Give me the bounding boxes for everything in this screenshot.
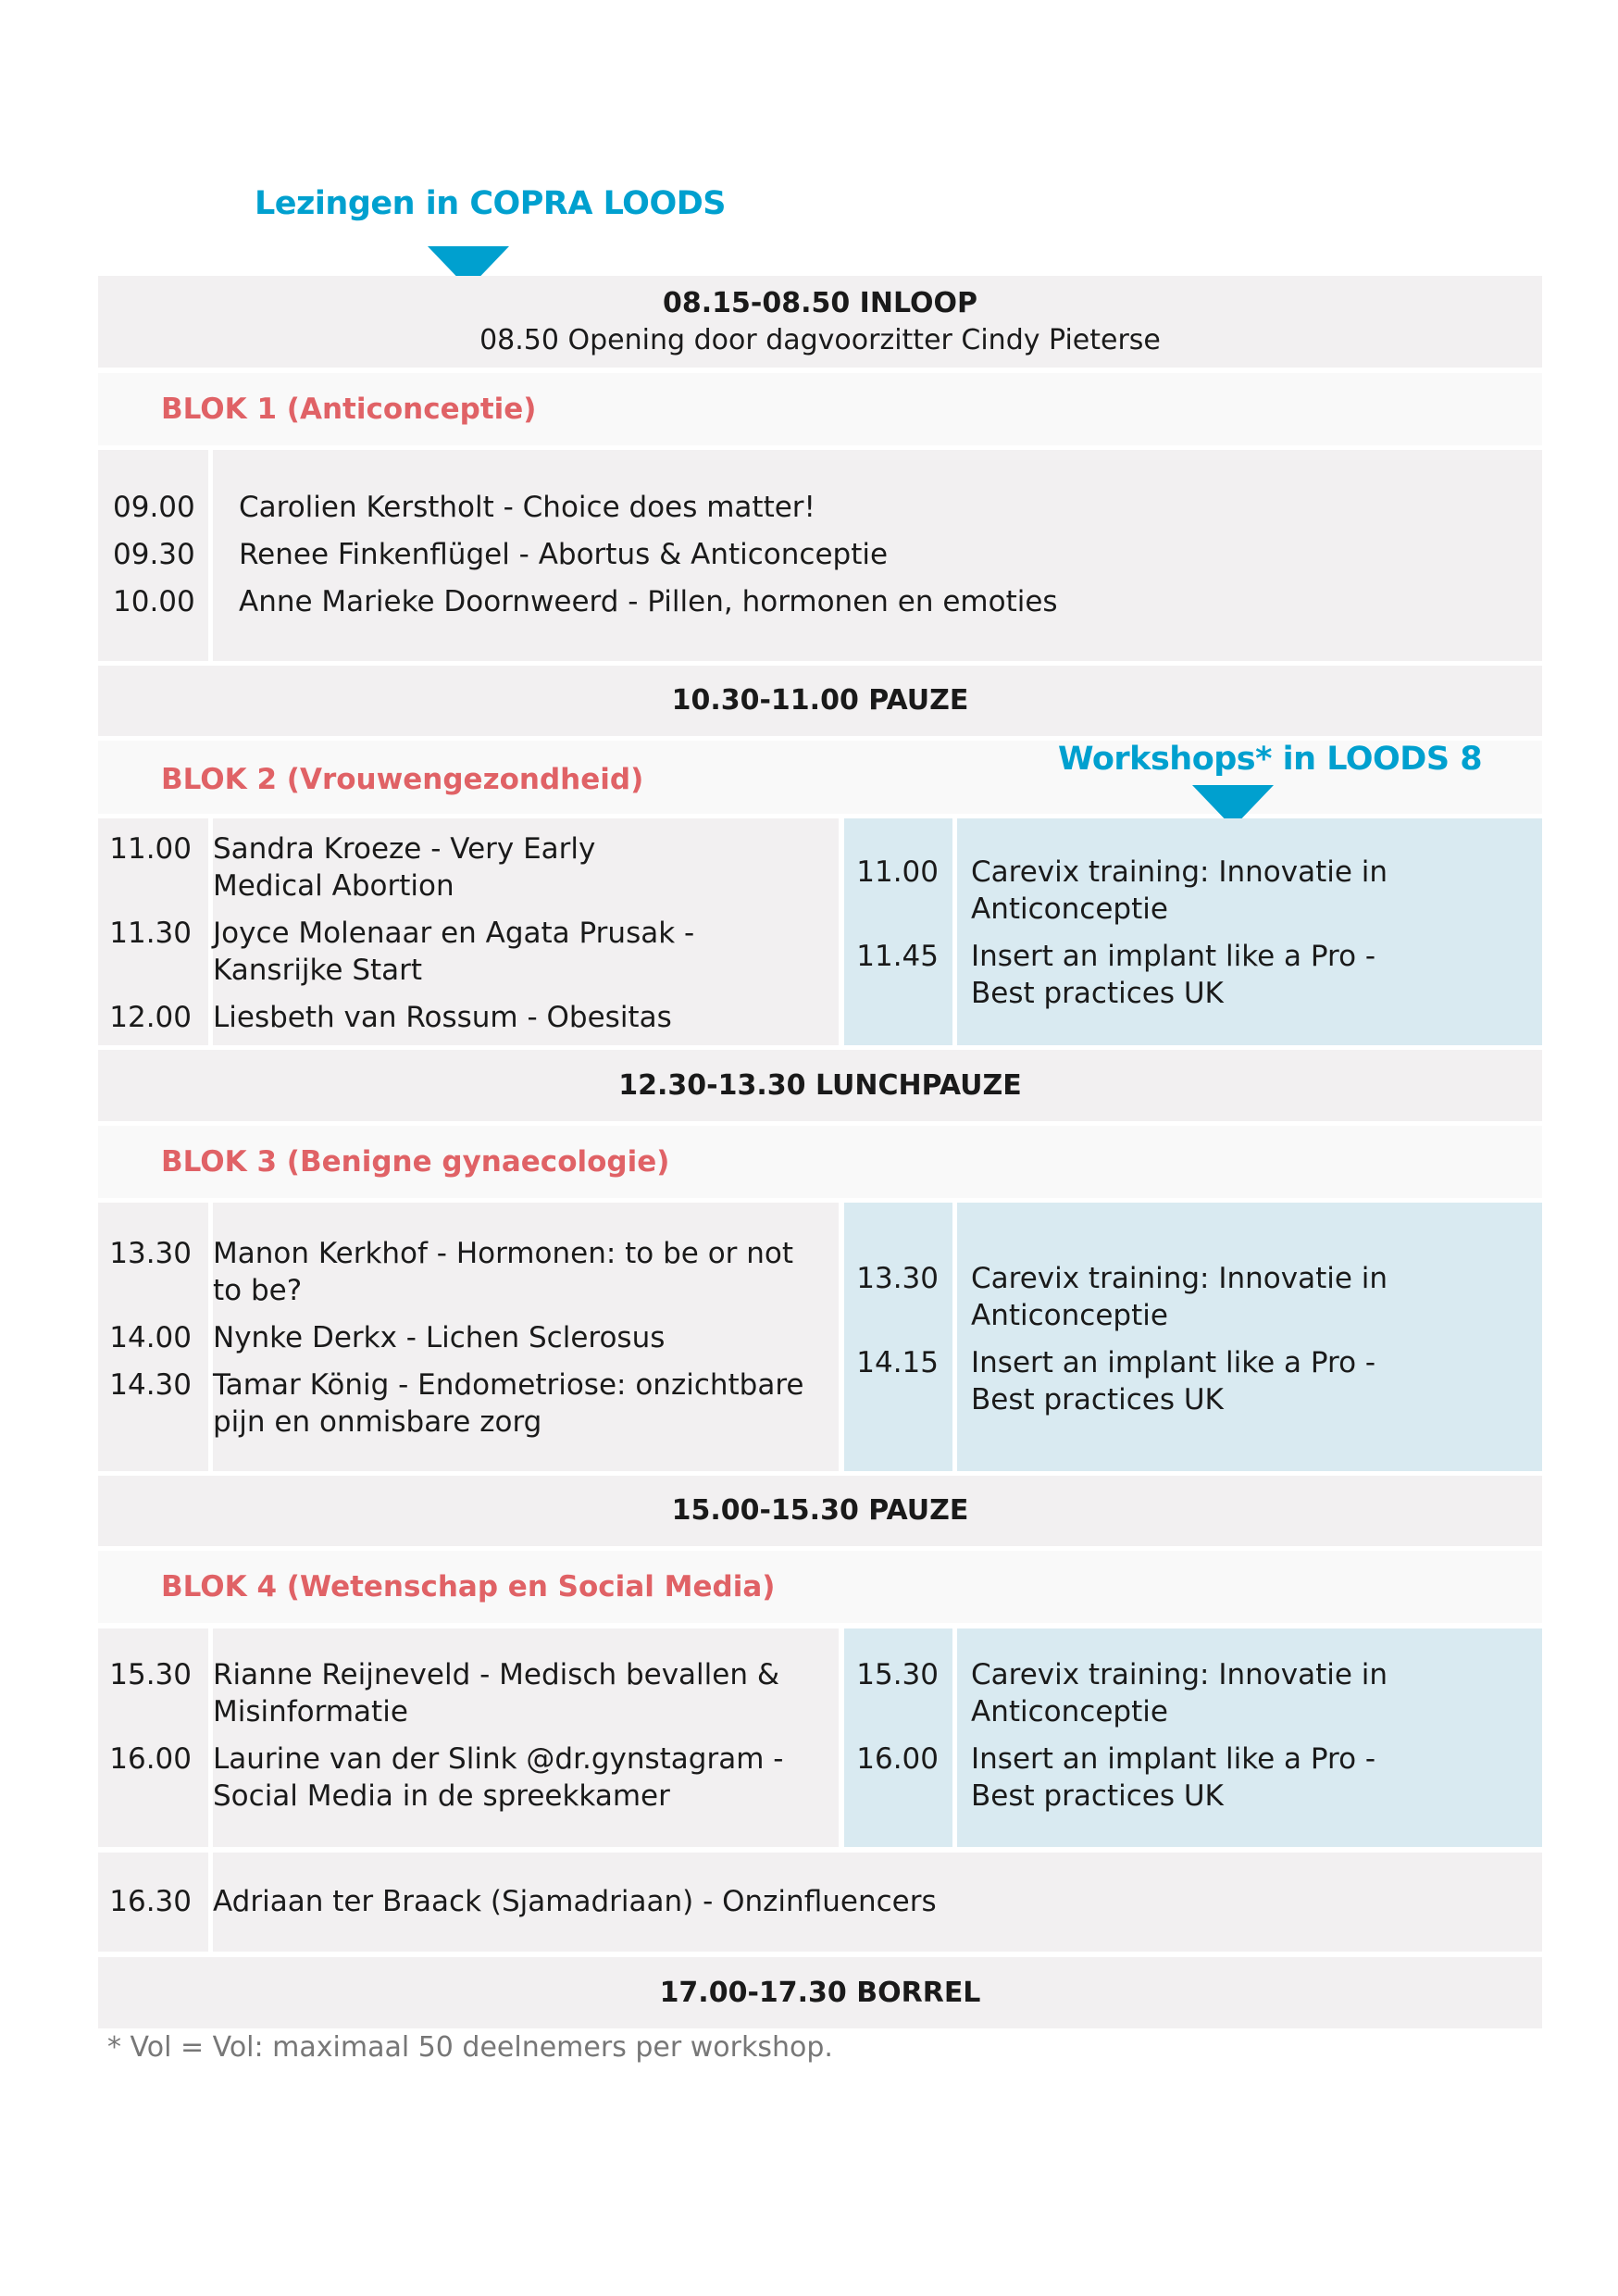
blok-2-lectures <box>98 818 839 1045</box>
workshop-time: 11.00 <box>856 855 939 889</box>
lecture-time: 09.30 <box>113 538 195 571</box>
lecture-list <box>98 489 1542 620</box>
workshop-time: 16.00 <box>856 1742 939 1776</box>
lecture-item <box>98 536 1542 573</box>
lecture-time: 14.00 <box>109 1321 192 1354</box>
inloop-title: 08.15-08.50 INLOOP <box>663 286 977 319</box>
blok-2-workshops <box>844 818 1542 1045</box>
lunch-row <box>98 1050 1542 1121</box>
lecture-item <box>98 1656 839 1730</box>
workshop-item <box>844 938 1542 1012</box>
blok-4-header: BLOK 4 (Wetenschap en Social Media) <box>98 1551 1542 1623</box>
workshop-title: Insert an implant like a Pro - Best practices UK <box>971 940 1376 1010</box>
lecture-item <box>98 1235 839 1309</box>
workshop-title: Insert an implant like a Pro - Best practices UK <box>971 1742 1376 1813</box>
lecture-item <box>98 915 839 989</box>
lezingen-venue-heading: Lezingen in COPRA LOODS <box>255 185 726 222</box>
lecture-item <box>98 583 1542 620</box>
opening-text: 08.50 Opening door dagvoorzitter Cindy Pieterse <box>479 323 1161 356</box>
lecture-list <box>98 1656 839 1815</box>
lecture-title: Adriaan ter Braack (Sjamadriaan) - Onzinfluencers <box>213 1885 937 1918</box>
lecture-time: 16.30 <box>109 1885 192 1918</box>
workshop-title: Carevix training: Innovatie in Anticonceptie <box>971 1658 1388 1728</box>
blok-3-header: BLOK 3 (Benigne gynaecologie) <box>98 1126 1542 1198</box>
workshop-title: Carevix training: Innovatie in Anticonceptie <box>971 1262 1388 1332</box>
blok-1-header: BLOK 1 (Anticonceptie) <box>98 373 1542 445</box>
workshop-list <box>844 854 1542 1012</box>
lecture-title: Carolien Kerstholt - Choice does matter! <box>239 491 815 524</box>
borrel-label: 17.00-17.30 BORREL <box>659 1976 981 2009</box>
lecture-time: 15.30 <box>109 1658 192 1691</box>
lecture-time: 12.00 <box>109 1001 192 1034</box>
workshop-time: 14.15 <box>856 1346 939 1379</box>
lecture-list <box>98 1235 839 1441</box>
blok-4-lectures <box>98 1628 839 1847</box>
lecture-item <box>98 830 839 905</box>
workshop-time: 15.30 <box>856 1658 939 1691</box>
lecture-title: Rianne Reijneveld - Medisch bevallen & Misinformatie <box>213 1658 780 1728</box>
workshop-item <box>844 1260 1542 1334</box>
pauze-row <box>98 666 1542 736</box>
workshop-time: 11.45 <box>856 940 939 973</box>
lecture-time: 14.30 <box>109 1368 192 1402</box>
lecture-item <box>98 1741 839 1815</box>
lunch-label: 12.30-13.30 LUNCHPAUZE <box>618 1068 1022 1102</box>
lecture-time: 16.00 <box>109 1742 192 1776</box>
pauze-label: 10.30-11.00 PAUZE <box>671 684 969 717</box>
lecture-title: Manon Kerkhof - Hormonen: to be or not to be? <box>213 1237 794 1307</box>
lecture-title: Laurine van der Slink @dr.gynstagram - Social Media in de spreekkamer <box>213 1742 784 1813</box>
blok-2-title: BLOK 2 (Vrouwengezondheid) <box>161 762 644 796</box>
workshop-item <box>844 1344 1542 1418</box>
workshop-list <box>844 1656 1542 1815</box>
lecture-item <box>98 1319 839 1356</box>
workshop-item <box>844 1656 1542 1730</box>
lecture-title: Renee Finkenflügel - Abortus & Anticonceptie <box>239 538 889 571</box>
inloop-row <box>98 276 1542 368</box>
lecture-time: 13.30 <box>109 1237 192 1270</box>
lecture-title: Nynke Derkx - Lichen Sclerosus <box>213 1321 666 1354</box>
blok-4-workshops <box>844 1628 1542 1847</box>
workshop-item <box>844 1741 1542 1815</box>
workshops-venue-heading: Workshops* in LOODS 8 <box>1058 741 1483 778</box>
lecture-item <box>98 489 1542 526</box>
lecture-item <box>98 1366 839 1441</box>
pauze-row <box>98 1476 1542 1546</box>
workshop-title: Insert an implant like a Pro - Best practices UK <box>971 1346 1376 1416</box>
blok-3-workshops <box>844 1203 1542 1471</box>
lecture-time: 11.00 <box>109 832 192 866</box>
workshop-list <box>844 1260 1542 1418</box>
lecture-item <box>98 1883 1542 1920</box>
borrel-row <box>98 1957 1542 2028</box>
lecture-title: Anne Marieke Doornweerd - Pillen, hormonen en emoties <box>239 585 1058 618</box>
workshop-title: Carevix training: Innovatie in Anticonceptie <box>971 855 1388 926</box>
closing-lecture-row <box>98 1853 1542 1952</box>
lecture-title: Joyce Molenaar en Agata Prusak - Kansrijke Start <box>213 917 695 987</box>
footnote: * Vol = Vol: maximaal 50 deelnemers per workshop. <box>107 2031 833 2064</box>
lecture-time: 09.00 <box>113 491 195 524</box>
blok-3-lectures <box>98 1203 839 1471</box>
pauze-label: 15.00-15.30 PAUZE <box>671 1494 969 1527</box>
workshop-item <box>844 854 1542 928</box>
lecture-list <box>98 830 839 1036</box>
lecture-time: 11.30 <box>109 917 192 950</box>
lecture-time: 10.00 <box>113 585 195 618</box>
lecture-title: Liesbeth van Rossum - Obesitas <box>213 1001 672 1034</box>
lecture-title: Tamar König - Endometriose: onzichtbare pijn en onmisbare zorg <box>213 1368 804 1439</box>
lecture-item <box>98 999 839 1036</box>
workshop-time: 13.30 <box>856 1262 939 1295</box>
lecture-title: Sandra Kroeze - Very Early Medical Abortion <box>213 832 596 903</box>
blok-1-lectures <box>98 450 1542 661</box>
